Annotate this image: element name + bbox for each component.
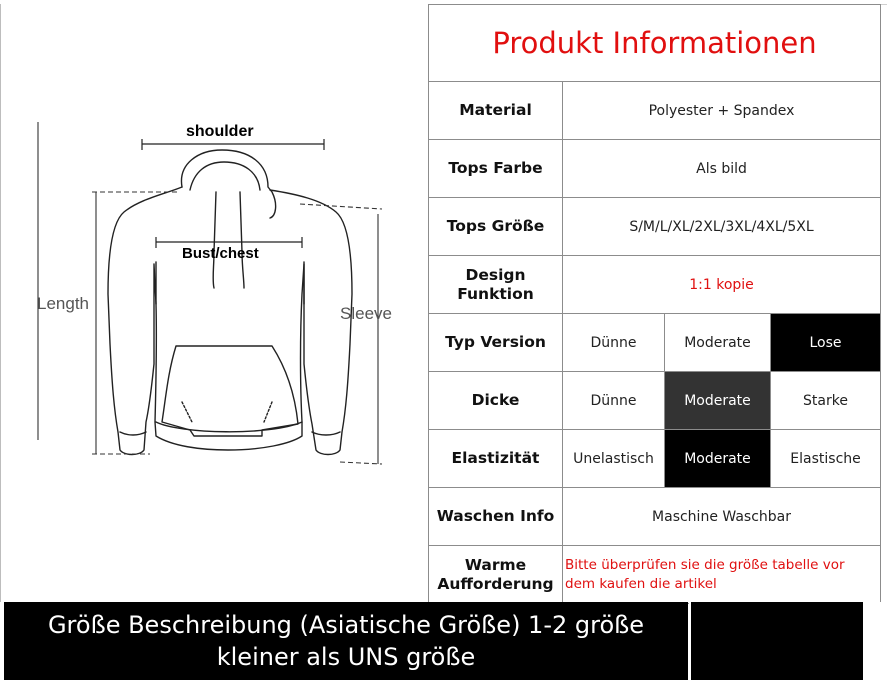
hoodie-hood-outline <box>181 150 275 218</box>
row-waschen <box>429 488 881 546</box>
material-label: Material <box>429 82 563 140</box>
typ-label: Typ Version <box>429 314 563 372</box>
row-groesse <box>429 198 881 256</box>
warme-value <box>563 546 881 604</box>
bottom-right-gap <box>863 602 887 682</box>
drawstring-left <box>213 192 216 288</box>
row-dicke <box>429 372 881 430</box>
warme-label-line1: Warme <box>464 555 527 574</box>
hoodie-hood-inner <box>190 162 260 190</box>
banner-right-block <box>689 602 865 680</box>
farbe-value: Als bild <box>563 140 881 198</box>
row-material <box>429 82 881 140</box>
warme-value-line1: Bitte überprüfen sie die größe tabelle vor <box>565 556 845 573</box>
dicke-label: Dicke <box>429 372 563 430</box>
dicke-option-1: Dünne <box>563 372 665 430</box>
dicke-option-3: Starke <box>771 372 881 430</box>
groesse-value: S/M/L/XL/2XL/3XL/4XL/5XL <box>563 198 881 256</box>
typ-option-1: Dünne <box>563 314 665 372</box>
dicke-option-2-selected: Moderate <box>665 372 771 430</box>
waschen-label: Waschen Info <box>429 488 563 546</box>
warme-label <box>429 546 563 604</box>
row-elast <box>429 430 881 488</box>
drawstring-right <box>240 192 244 288</box>
elast-label: Elastizität <box>429 430 563 488</box>
hoodie-body-outline <box>108 187 352 455</box>
product-info-table <box>428 4 881 604</box>
size-description-banner <box>4 602 688 680</box>
typ-option-3-selected: Lose <box>771 314 881 372</box>
design-value: 1:1 kopie <box>563 256 881 314</box>
elast-option-3: Elastische <box>771 430 881 488</box>
warme-value-line2: dem kaufen die artikel <box>565 575 717 592</box>
row-farbe <box>429 140 881 198</box>
typ-option-2: Moderate <box>665 314 771 372</box>
warme-label-line2: Aufforderung <box>437 574 554 593</box>
design-label-line1: Design <box>465 265 526 284</box>
design-label-line2: Funktion <box>457 284 534 303</box>
hoodie-pocket <box>162 346 298 436</box>
row-warme <box>429 546 881 604</box>
farbe-label: Tops Farbe <box>429 140 563 198</box>
elast-option-1: Unelastisch <box>563 430 665 488</box>
design-label <box>429 256 563 314</box>
bust-label: Bust/chest <box>182 245 259 262</box>
banner-line1: Größe Beschreibung (Asiatische Größe) 1-2 größe <box>47 611 645 639</box>
waschen-value: Maschine Waschbar <box>563 488 881 546</box>
row-typ <box>429 314 881 372</box>
shoulder-label: shoulder <box>186 123 254 140</box>
elast-option-2-selected: Moderate <box>665 430 771 488</box>
groesse-label: Tops Größe <box>429 198 563 256</box>
table-title: Produkt Informationen <box>429 5 881 82</box>
length-label: Length <box>37 294 89 313</box>
sleeve-label: Sleeve <box>340 304 392 323</box>
material-value: Polyester + Spandex <box>563 82 881 140</box>
row-design <box>429 256 881 314</box>
banner-line2: kleiner als UNS größe <box>216 643 476 671</box>
